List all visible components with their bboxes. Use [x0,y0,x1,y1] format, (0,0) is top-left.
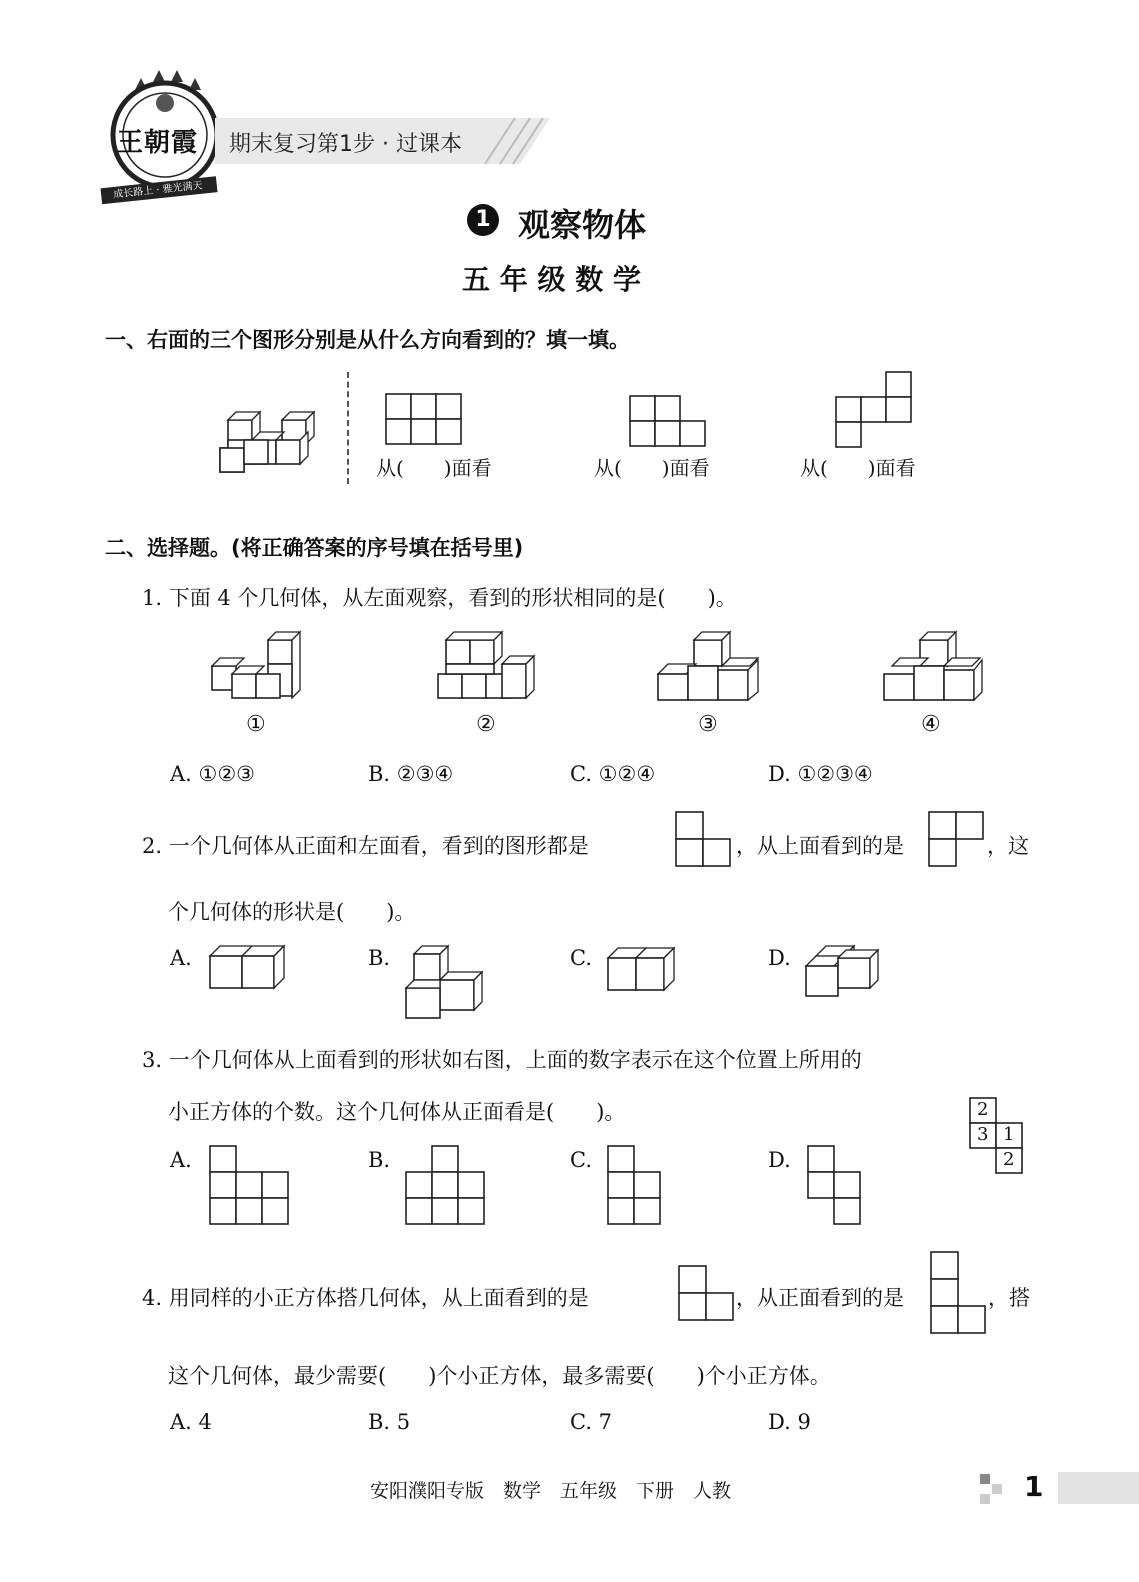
q2-text-a: 2. 一个几何体从正面和左面看，看到的图形都是 [142,834,589,858]
chapter-number: 1 [475,207,491,232]
section1-heading: 一、右面的三个图形分别是从什么方向看到的？填一填。 [105,328,630,352]
section1-divider [347,372,349,484]
q1-solid-3 [658,630,768,705]
section1-solid [220,404,320,479]
q1-solid-4 [884,630,994,705]
q4-text-b: ，从正面看到的是 [736,1286,904,1310]
q2-option-b[interactable]: B. [368,946,391,970]
footer-edition: 安阳濮阳专版 数学 五年级 下册 人教 [370,1480,732,1502]
q3-top-view-grid [970,1098,1026,1176]
q3-grid-num: 3 [977,1124,989,1145]
page-subtitle: 五 年 级 数 学 [462,263,641,296]
q4-option-b[interactable]: B. 5 [368,1410,411,1434]
q3-option-c[interactable]: C. [570,1148,592,1172]
q1-solid-2 [438,630,538,705]
q4-front-view [931,1252,989,1336]
q3-option-c-view [608,1146,664,1228]
q2-option-c-solid [608,944,678,994]
footer-decoration-icon [980,1474,1020,1504]
q4-text-c: ，搭 [988,1286,1030,1310]
q1-solid-1 [212,630,312,705]
page-title: 观察物体 [518,206,647,244]
q2-option-d-solid [806,944,886,1000]
section1-view-3 [836,372,916,450]
q3-grid-num: 2 [1003,1149,1015,1170]
section1-view-2 [630,396,710,448]
section1-blank-1[interactable]: 从( )面看 [376,456,492,480]
q2-top-view [929,812,987,868]
q3-option-d-view [808,1146,864,1228]
q4-text-line2: 这个几何体，最少需要( )个小正方体，最多需要( )个小正方体。 [168,1364,831,1388]
q1-option-d[interactable]: D. ①②③④ [768,762,873,786]
q3-option-b-view [406,1146,488,1228]
q3-option-d[interactable]: D. [768,1148,791,1172]
q2-option-d[interactable]: D. [768,946,791,970]
logo-ribbon: 成长路上 · 雅光满天 [112,180,204,201]
q3-option-b[interactable]: B. [368,1148,391,1172]
q4-text-a: 4. 用同样的小正方体搭几何体，从上面看到的是 [142,1286,589,1310]
q2-text-line2: 个几何体的形状是( )。 [168,900,416,924]
section2-heading: 二、选择题。(将正确答案的序号填在括号里) [105,536,524,560]
q1-text: 1. 下面 4 个几何体，从左面观察，看到的形状相同的是( )。 [142,586,737,610]
section1-view-1 [386,394,466,446]
section1-blank-2[interactable]: 从( )面看 [594,456,710,480]
logo-name: 王朝霞 [117,128,199,158]
q2-front-view [676,812,734,868]
q3-text-line2: 小正方体的个数。这个几何体从正面看是( )。 [168,1100,626,1124]
q1-option-b[interactable]: B. ②③④ [368,762,454,786]
q1-label-4: ④ [921,712,941,737]
q2-option-b-solid [406,944,486,1022]
footer-bar [1058,1472,1139,1504]
page-number: 1 [1024,1470,1044,1503]
banner [215,118,550,164]
chapter-badge [467,204,499,236]
q1-label-3: ③ [698,712,718,737]
q2-text-b: ，从上面看到的是 [736,834,904,858]
q3-text-line1: 3. 一个几何体从上面看到的形状如右图，上面的数字表示在这个位置上所用的 [142,1048,862,1072]
q3-grid-num: 1 [1003,1124,1015,1145]
section1-blank-3[interactable]: 从( )面看 [800,456,916,480]
q4-option-d[interactable]: D. 9 [768,1410,811,1434]
q2-option-c[interactable]: C. [570,946,592,970]
q2-text-c: ，这 [987,834,1029,858]
q4-top-view [679,1266,737,1322]
q1-label-1: ① [246,712,266,737]
q4-option-a[interactable]: A. 4 [170,1410,212,1434]
q1-option-a[interactable]: A. ①②③ [170,762,255,786]
q3-grid-num: 2 [977,1099,989,1120]
banner-text: 期末复习第1步 · 过课本 [229,132,462,157]
q3-option-a-view [210,1146,292,1228]
publisher-logo [105,70,225,200]
q2-option-a[interactable]: A. [170,946,192,970]
q1-label-2: ② [476,712,496,737]
q4-option-c[interactable]: C. 7 [570,1410,613,1434]
q3-option-a[interactable]: A. [170,1148,192,1172]
q2-option-a-solid [210,944,290,994]
q1-option-c[interactable]: C. ①②④ [570,762,656,786]
